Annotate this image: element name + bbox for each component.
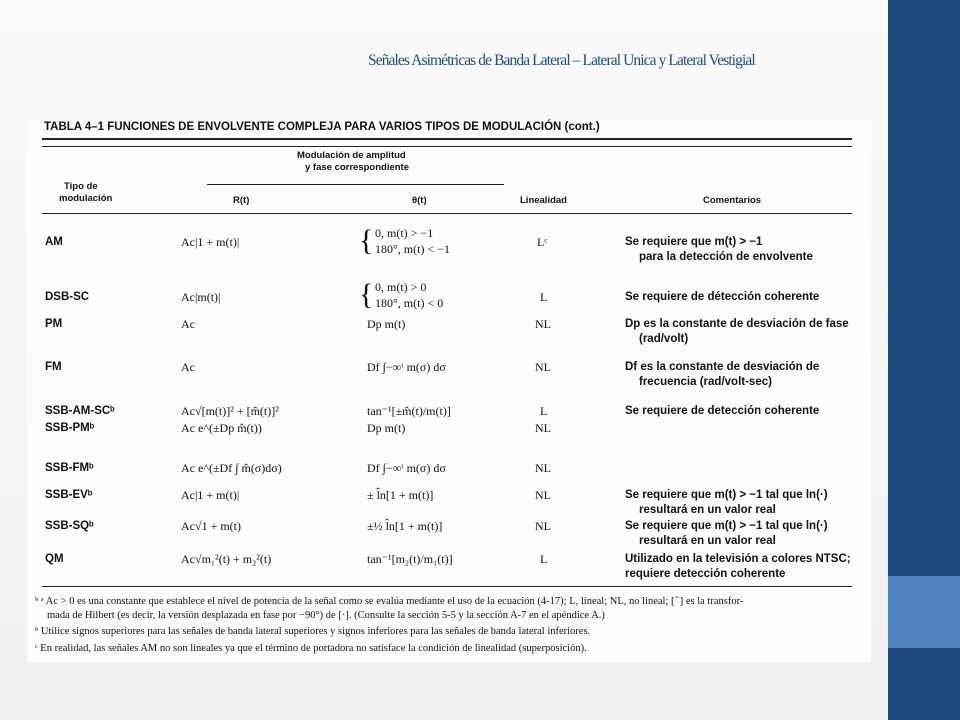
header-tipo-line1: Tipo de <box>64 181 98 192</box>
row-fm-theta: Df ∫−∞ᵗ m(σ) dσ <box>367 360 446 374</box>
header-tipo-line2: modulación <box>59 193 113 204</box>
row-ssbsq-r: Ac√1 + m(t) <box>181 519 242 533</box>
row-ssbsq-lin: NL <box>535 519 551 533</box>
header-group-line2: y fase correspondiente <box>305 162 410 173</box>
row-ssbev-com-2: resultará en un valor real <box>639 504 776 516</box>
row-ssbsq-tipo: SSB-SQᵇ <box>45 520 94 532</box>
row-am-tipo: AM <box>45 236 63 248</box>
scanned-table-image <box>27 120 871 662</box>
row-ssbpm-r: Ac e^(±Dp m̂(t)) <box>181 421 262 435</box>
header-group-rule <box>207 184 504 185</box>
row-ssbfm-tipo: SSB-FMᵇ <box>45 462 94 474</box>
row-pm-theta: Dp m(t) <box>367 317 406 331</box>
row-am-com-2: para la detección de envolvente <box>639 251 813 263</box>
row-ssbfm-r: Ac e^(±Df ∫ m̂(σ)dσ) <box>181 461 282 475</box>
row-ssbfm-theta: Df ∫−∞ᵗ m(σ) dσ <box>367 461 446 475</box>
row-fm-com-2: frecuencia (rad/volt-sec) <box>639 376 772 388</box>
row-fm-com-1: Df es la constante de desviación de <box>625 361 820 373</box>
row-ssbamsc-theta: tan⁻¹[±m̂(t)/m(t)] <box>367 404 451 418</box>
row-dsbsc-theta-2: 180°, m(t) < 0 <box>375 296 444 310</box>
row-ssbamsc-com-1: Se requiere de detección coherente <box>625 405 820 417</box>
header-theta: θ(t) <box>412 195 427 206</box>
row-ssbev-lin: NL <box>535 488 551 502</box>
row-ssbpm-theta: Dp m(t) <box>367 421 406 435</box>
row-dsbsc-tipo: DSB-SC <box>45 291 90 303</box>
row-pm-tipo: PM <box>45 318 63 330</box>
row-dsbsc-r: Ac|m(t)| <box>181 290 221 304</box>
row-pm-com-2: (rad/volt) <box>639 333 689 345</box>
table-top-rule <box>42 138 852 140</box>
row-am-theta-1: 0, m(t) > −1 <box>375 226 434 240</box>
side-accent-block-mid <box>888 576 960 648</box>
row-ssbpm-lin: NL <box>535 421 551 435</box>
row-am-theta-2: 180°, m(t) < −1 <box>375 242 450 256</box>
row-ssbsq-com-1: Se requiere que m(t) > −1 tal que ln(·) <box>625 520 828 532</box>
row-fm-tipo: FM <box>45 361 62 373</box>
row-dsbsc-com-1: Se requiere de détección coherente <box>625 291 820 303</box>
row-ssbamsc-lin: L <box>540 404 548 418</box>
row-dsbsc-lin: L <box>540 290 548 304</box>
row-ssbev-theta: ± l̂n[1 + m(t)] <box>367 488 434 502</box>
footnote-c: ᶜ En realidad, las señales AM no son lineales ya que el término de portadora no satisface la condición de linealidad (superposición). <box>35 643 587 654</box>
side-accent-block-bottom <box>888 648 960 720</box>
header-group-line1: Modulación de amplitud <box>297 150 406 161</box>
row-ssbpm-tipo: SSB-PMᵇ <box>45 422 95 434</box>
row-pm-lin: NL <box>535 317 551 331</box>
row-am-brace: { <box>359 224 374 257</box>
header-comentarios: Comentarios <box>703 195 762 206</box>
table-caption: TABLA 4–1 FUNCIONES DE ENVOLVENTE COMPLEJA PARA VARIOS TIPOS DE MODULACIÓN (cont.) <box>44 121 600 133</box>
row-dsbsc-theta-1: 0, m(t) > 0 <box>375 280 427 294</box>
row-dsbsc-brace: { <box>359 278 374 311</box>
slide-title: Señales Asimétricas de Banda Lateral – Lateral Unica y Lateral Vestigial <box>368 52 755 69</box>
row-qm-r: Ac√m₁²(t) + m₂²(t) <box>181 552 272 566</box>
row-qm-lin: L <box>540 552 548 566</box>
row-am-lin: Lᶜ <box>537 235 548 249</box>
footnote-a-line1: ᵇ ᵃ Ac > 0 es una constante que establece el nivel de potencia de la señal como se evalúa mediante el uso de la ecuación (4-17); L, lineal; NL, no lineal; [ ̂ ] es la transfor- <box>35 596 744 607</box>
row-ssbsq-com-2: resultará en un valor real <box>639 535 776 547</box>
footnote-b: ᵇ Utilice signos superiores para las señales de banda lateral superiores y signos inferiores para las señales de banda lateral inferiores. <box>35 626 591 637</box>
row-ssbsq-theta: ±½ l̂n[1 + m(t)] <box>367 519 443 533</box>
table-top-rule-thin <box>42 146 852 147</box>
row-qm-com-1: Utilizado en la televisión a colores NTSC; <box>625 553 851 565</box>
row-am-r: Ac|1 + m(t)| <box>181 235 240 249</box>
header-bottom-rule <box>42 213 852 214</box>
row-fm-r: Ac <box>181 360 195 374</box>
row-ssbev-r: Ac|1 + m(t)| <box>181 488 240 502</box>
row-pm-r: Ac <box>181 317 195 331</box>
row-am-com-1: Se requiere que m(t) > −1 <box>625 236 763 248</box>
row-ssbamsc-r: Ac√[m(t)]² + [m̂(t)]² <box>181 404 279 418</box>
row-qm-theta: tan⁻¹[m₂(t)/m₁(t)] <box>367 552 453 566</box>
row-qm-com-2: requiere detección coherente <box>625 568 786 580</box>
row-fm-lin: NL <box>535 360 551 374</box>
row-qm-tipo: QM <box>45 553 64 565</box>
row-pm-com-1: Dp es la constante de desviación de fase <box>625 318 849 330</box>
footnote-a-line2: mada de Hilbert (es decir, la versión desplazada en fase por −90°) de [·]. (Consulte la sección 5-5 y la sección A-7 en el apéndice A.) <box>47 610 605 621</box>
row-ssbev-com-1: Se requiere que m(t) > −1 tal que ln(·) <box>625 489 828 501</box>
row-ssbfm-lin: NL <box>535 461 551 475</box>
table-bottom-rule <box>42 586 852 587</box>
header-linealidad: Linealidad <box>520 195 567 206</box>
row-ssbamsc-tipo: SSB-AM-SCᵇ <box>45 405 115 417</box>
header-r: R(t) <box>233 195 250 206</box>
row-ssbev-tipo: SSB-EVᵇ <box>45 489 93 501</box>
